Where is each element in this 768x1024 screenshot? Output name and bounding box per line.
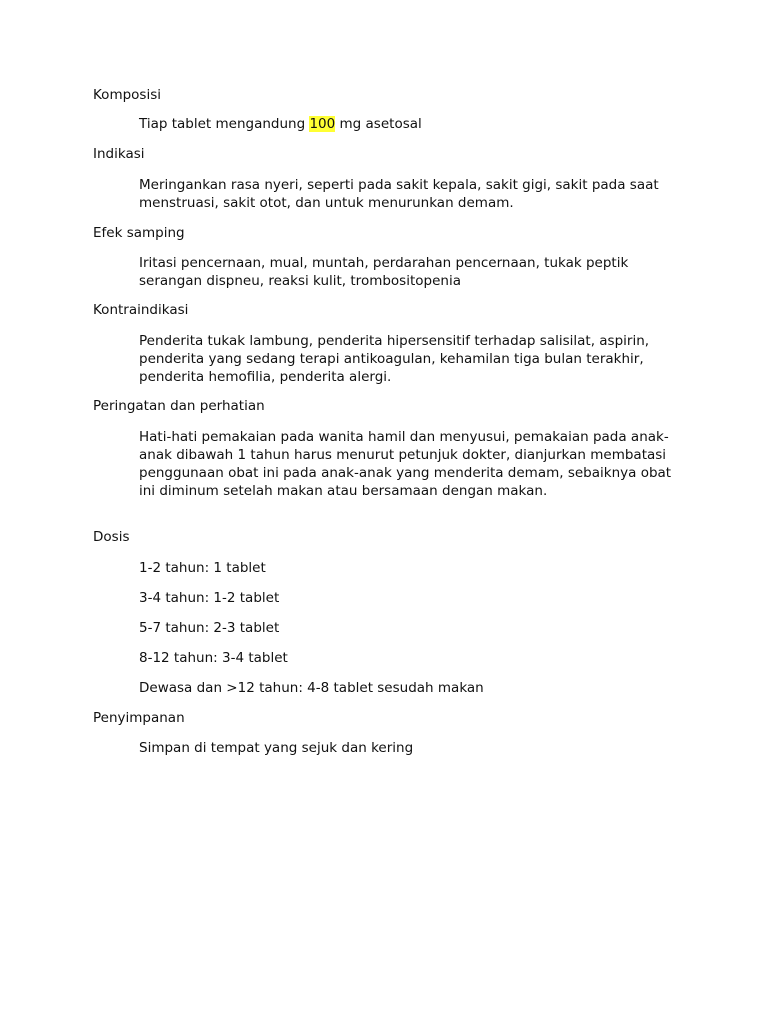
heading-penyimpanan: Penyimpanan xyxy=(93,710,185,726)
highlighted-dose: 100 xyxy=(309,116,336,132)
paragraph-peringatan: Hati-hati pemakaian pada wanita hamil dan menyusui, pemakaian pada anak-anak dibawah 1 tahun harus menurut petunjuk dokter, dianjurkan membatasi penggunaan obat ini pada anak-anak yang menderita demam, sebaiknya obat ini diminum setelah makan atau bersamaan dengan makan. xyxy=(139,429,672,499)
heading-peringatan: Peringatan dan perhatian xyxy=(93,398,265,414)
paragraph-efek-samping: Iritasi pencernaan, mual, muntah, perdarahan pencernaan, tukak peptik serangan dispneu, reaksi kulit, trombositopenia xyxy=(139,255,629,289)
dose-item: 3-4 tahun: 1-2 tablet xyxy=(139,590,280,606)
paragraph-kontraindikasi: Penderita tukak lambung, penderita hipersensitif terhadap salisilat, aspirin, penderita yang sedang terapi antikoagulan, kehamilan tiga bulan terakhir, penderita hemofilia, penderita alergi. xyxy=(139,333,650,385)
heading-komposisi: Komposisi xyxy=(93,87,161,103)
dose-item: Dewasa dan >12 tahun: 4-8 tablet sesudah makan xyxy=(139,680,484,696)
dose-item: 8-12 tahun: 3-4 tablet xyxy=(139,650,288,666)
heading-indikasi: Indikasi xyxy=(93,146,145,162)
dose-item: 1-2 tahun: 1 tablet xyxy=(139,560,266,576)
komposisi-text-after: mg asetosal xyxy=(335,116,422,132)
paragraph-indikasi: Meringankan rasa nyeri, seperti pada sakit kepala, sakit gigi, sakit pada saat menstruasi, sakit otot, dan untuk menurunkan demam. xyxy=(139,177,659,211)
paragraph-penyimpanan: Simpan di tempat yang sejuk dan kering xyxy=(139,740,414,756)
komposisi-text-before: Tiap tablet mengandung xyxy=(139,116,310,132)
heading-efek-samping: Efek samping xyxy=(93,225,185,241)
heading-dosis: Dosis xyxy=(93,529,130,545)
paragraph-komposisi xyxy=(139,115,679,133)
heading-kontraindikasi: Kontraindikasi xyxy=(93,302,189,318)
dose-item: 5-7 tahun: 2-3 tablet xyxy=(139,620,280,636)
